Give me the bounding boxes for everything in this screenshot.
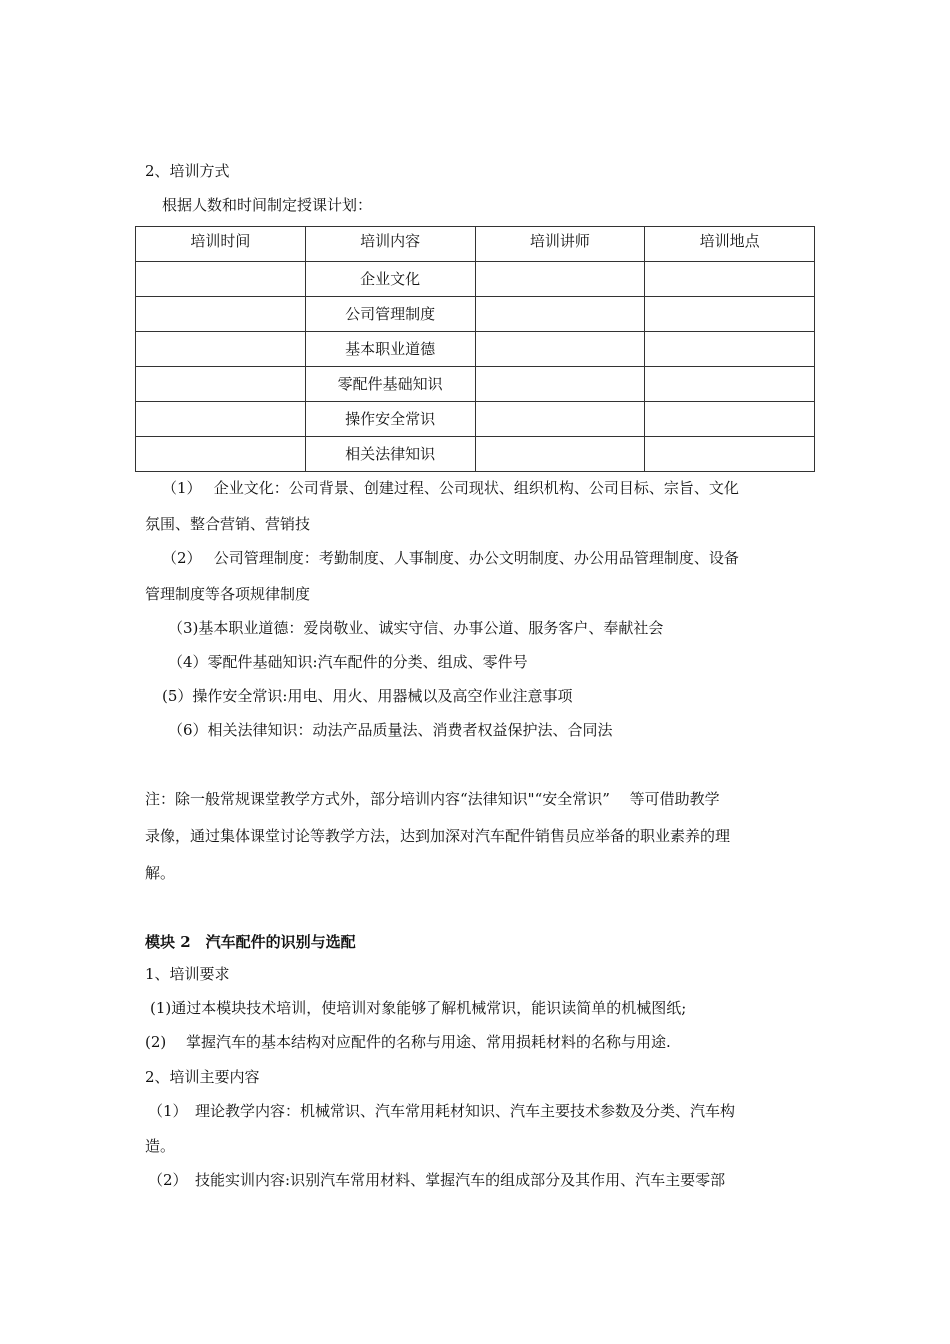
item-6: （6）相关法律知识：动法产品质量法、消费者权益保护法、合同法: [168, 721, 613, 739]
header-instructor: 培训讲师: [475, 227, 645, 262]
item-3: （3)基本职业道德：爱岗敬业、诚实守信、办事公道、服务客户、奉献社会: [168, 619, 664, 637]
table-row: [136, 262, 815, 297]
cell-time: [136, 332, 306, 367]
module-2-requirements-heading: 1、培训要求: [145, 965, 230, 983]
module-2-content-1-line-1: （1） 理论教学内容：机械常识、汽车常用耗材知识、汽车主要技术参数及分类、汽车构: [148, 1102, 736, 1120]
header-time: 培训时间: [136, 227, 306, 262]
cell-content: 公司管理制度: [305, 297, 475, 332]
note-line-3: 解。: [145, 864, 176, 882]
module-2-content-2-line-1: （2） 技能实训内容:识别汽车常用材料、掌握汽车的组成部分及其作用、汽车主要零部: [148, 1171, 726, 1189]
cell-instructor: [475, 297, 645, 332]
cell-location: [645, 297, 815, 332]
cell-content: 基本职业道德: [305, 332, 475, 367]
training-plan-table: [135, 226, 815, 472]
table-row: [136, 437, 815, 472]
note-line-2: 录像，通过集体课堂讨论等教学方法，达到加深对汽车配件销售员应举备的职业素养的理: [145, 827, 731, 845]
module-2-title: 模块 2 汽车配件的识别与选配: [145, 933, 356, 951]
module-2-content-heading: 2、培训主要内容: [145, 1068, 260, 1086]
item-5: (5）操作安全常识:用电、用火、用器械以及高空作业注意事项: [162, 687, 573, 705]
item-1-line-1: （1） 企业文化：公司背景、创建过程、公司现状、组织机构、公司目标、宗旨、文化: [162, 479, 739, 497]
note-line-1: 注：除一般常规课堂教学方式外，部分培训内容“法律知识"“安全常识” 等可借助教学: [145, 790, 720, 808]
cell-location: [645, 367, 815, 402]
module-2-requirement-1: (1)通过本模块技术培训，使培训对象能够了解机械常识，能识读简单的机械图纸;: [150, 999, 687, 1017]
table-row: [136, 367, 815, 402]
item-2-line-2: 管理制度等各项规律制度: [145, 585, 311, 603]
cell-content: 操作安全常识: [305, 402, 475, 437]
item-4: （4）零配件基础知识:汽车配件的分类、组成、零件号: [168, 653, 528, 671]
cell-time: [136, 262, 306, 297]
cell-time: [136, 367, 306, 402]
cell-instructor: [475, 367, 645, 402]
module-2-content-1-line-2: 造。: [145, 1137, 176, 1155]
header-content: 培训内容: [305, 227, 475, 262]
header-location: 培训地点: [645, 227, 815, 262]
cell-time: [136, 402, 306, 437]
cell-instructor: [475, 262, 645, 297]
table-header-row: [136, 227, 815, 262]
cell-time: [136, 437, 306, 472]
cell-location: [645, 402, 815, 437]
table-row: [136, 297, 815, 332]
item-2-line-1: （2） 公司管理制度：考勤制度、人事制度、办公文明制度、办公用品管理制度、设备: [162, 549, 739, 567]
cell-time: [136, 297, 306, 332]
cell-location: [645, 332, 815, 367]
cell-instructor: [475, 332, 645, 367]
plan-intro: 根据人数和时间制定授课计划：: [162, 196, 373, 214]
module-2-requirement-2: (2) 掌握汽车的基本结构对应配件的名称与用途、常用损耗材料的名称与用途.: [145, 1033, 671, 1051]
item-1-line-2: 氛围、整合营销、营销技: [145, 515, 311, 533]
cell-content: 相关法律知识: [305, 437, 475, 472]
cell-location: [645, 262, 815, 297]
cell-location: [645, 437, 815, 472]
heading-training-method: 2、培训方式: [145, 162, 230, 180]
table-row: [136, 332, 815, 367]
cell-content: 企业文化: [305, 262, 475, 297]
table-row: [136, 402, 815, 437]
cell-instructor: [475, 437, 645, 472]
cell-instructor: [475, 402, 645, 437]
cell-content: 零配件基础知识: [305, 367, 475, 402]
